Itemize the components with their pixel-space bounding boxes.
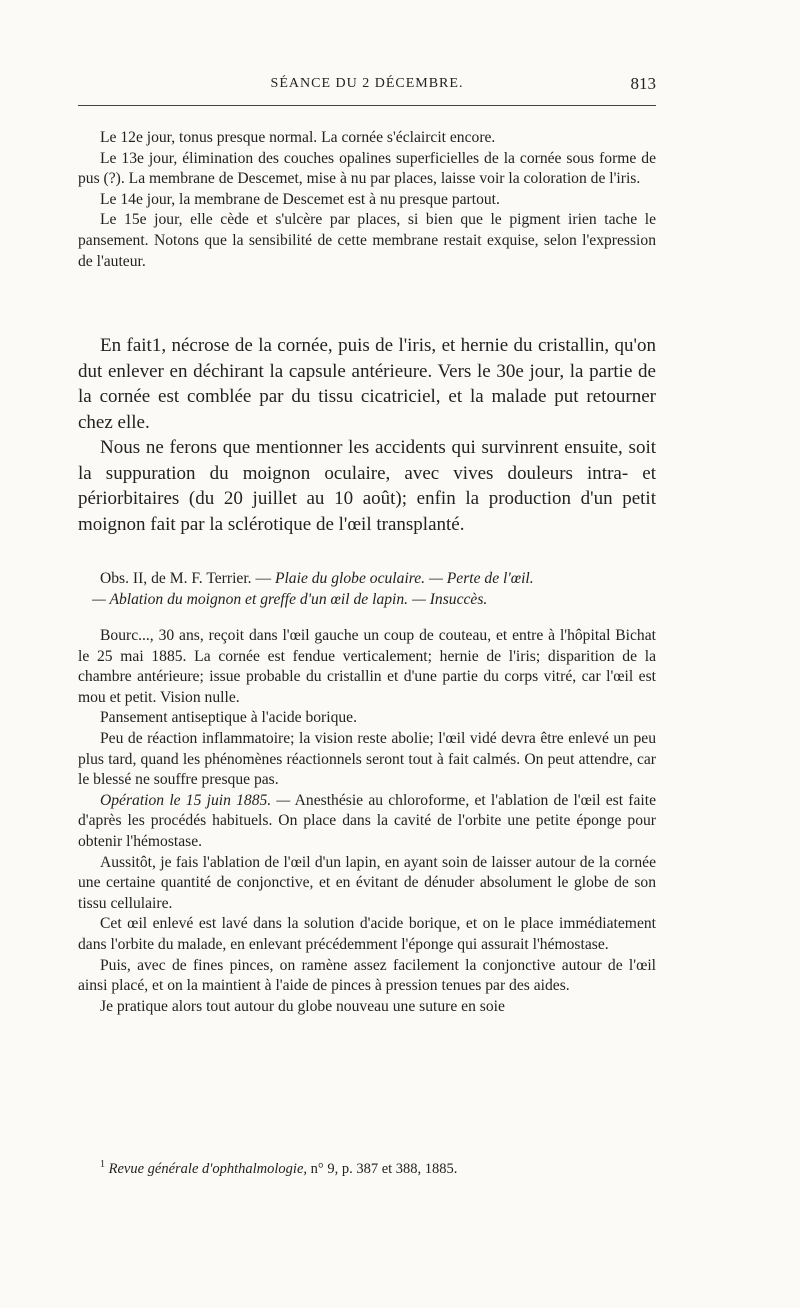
running-head: SÉANCE DU 2 DÉCEMBRE.	[270, 76, 464, 91]
heading-title: Plaie du globe oculaire. — Perte de l'œil.	[274, 570, 534, 587]
paragraph: Puis, avec de fines pinces, on ramène assez facilement la conjonctive autour de l'œil ainsi placé, et on la maintient à l'aide de pinces à pression tenues par des aides.	[78, 956, 656, 995]
operation-text: Anesthésie au chloroforme, et l'ablation de l'œil est faite d'après les procédés habituels. On place dans la cavité de l'orbite une petite éponge pour obtenir l'hémostase.	[78, 791, 657, 850]
heading-prefix: Obs. II, de M. F. Terrier. —	[100, 570, 272, 587]
page-header	[78, 76, 656, 100]
footnote	[78, 1161, 656, 1178]
heading-line-2	[78, 589, 656, 610]
paragraph: Aussitôt, je fais l'ablation de l'œil d'un lapin, en ayant soin de laisser autour de la cornée une certaine quantité de conjonctive, et en évitant de dénuder absolument le globe de son tissu cellulaire.	[78, 853, 656, 912]
observation-heading	[78, 568, 656, 610]
footnote-mark: 1	[100, 1159, 105, 1171]
paragraph: Le 15e jour, elle cède et s'ulcère par places, si bien que le pigment irien tache le pansement. Notons que la sensibilité de cette membrane restait exquise, selon l'expression de l'auteur.	[78, 211, 656, 270]
paragraph-operation	[78, 791, 656, 853]
header-rule	[78, 105, 656, 106]
observation-body	[78, 626, 656, 1017]
paragraph: Je pratique alors tout autour du globe nouveau une suture en soie	[100, 997, 505, 1015]
paragraph: Le 12e jour, tonus presque normal. La cornée s'éclaircit encore.	[100, 129, 496, 146]
case-days-block	[78, 128, 656, 272]
paragraph: Bourc..., 30 ans, reçoit dans l'œil gauche un coup de couteau, et entre à l'hôpital Bichat le 25 mai 1885. La cornée est fendue verticalement; hernie de l'iris; disparition de la chambre antérieure; issue probable du cristallin et d'une partie du corps vitré, car l'œil est mou et petit. Vision nulle.	[78, 627, 656, 706]
heading-line-1	[78, 568, 656, 589]
main-text-block	[78, 333, 656, 537]
footnote-journal: Revue générale d'ophthalmologie,	[108, 1161, 308, 1177]
paragraph: Nous ne ferons que mentionner les accidents qui survinrent ensuite, soit la suppuration du moignon oculaire, avec vives douleurs intra- et périorbitaires (du 20 juillet au 10 août); enfin la production d'un petit moignon fait par la sclérotique de l'œil transplanté.	[78, 437, 656, 535]
footnote-reference: n° 9, p. 387 et 388, 1885.	[310, 1161, 458, 1177]
page-number: 813	[630, 74, 656, 93]
paragraph: Cet œil enlevé est lavé dans la solution d'acide borique, et on le place immédiatement dans l'orbite du malade, en enlevant précédemment l'éponge qui assurait l'hémostase.	[78, 915, 656, 953]
paragraph: Le 13e jour, élimination des couches opalines superficielles de la cornée sous forme de pus (?). La membrane de Descemet, mise à nu par places, laisse voir la coloration de l'iris.	[78, 149, 656, 188]
heading-subtitle: — Ablation du moignon et greffe d'un œil de lapin. — Insuccès.	[92, 591, 488, 608]
paragraph: Pansement antiseptique à l'acide borique.	[100, 709, 357, 727]
operation-label: Opération le 15 juin 1885. —	[100, 791, 291, 809]
paragraph: En fait1, nécrose de la cornée, puis de l'iris, et hernie du cristallin, qu'on dut enlever en déchirant la capsule antérieure. Vers le 30e jour, la partie de la cornée est comblée par du tissu cicatriciel, et la malade put retourner chez elle.	[78, 335, 656, 433]
paragraph: Peu de réaction inflammatoire; la vision reste abolie; l'œil vidé devra être enlevé un peu plus tard, quand les phénomènes réactionnels seront tout à fait calmés. On peut attendre, car le blessé ne souffre presque pas.	[78, 729, 656, 789]
footnote-line	[78, 1161, 656, 1178]
paragraph: Le 14e jour, la membrane de Descemet est à nu presque partout.	[100, 190, 500, 208]
